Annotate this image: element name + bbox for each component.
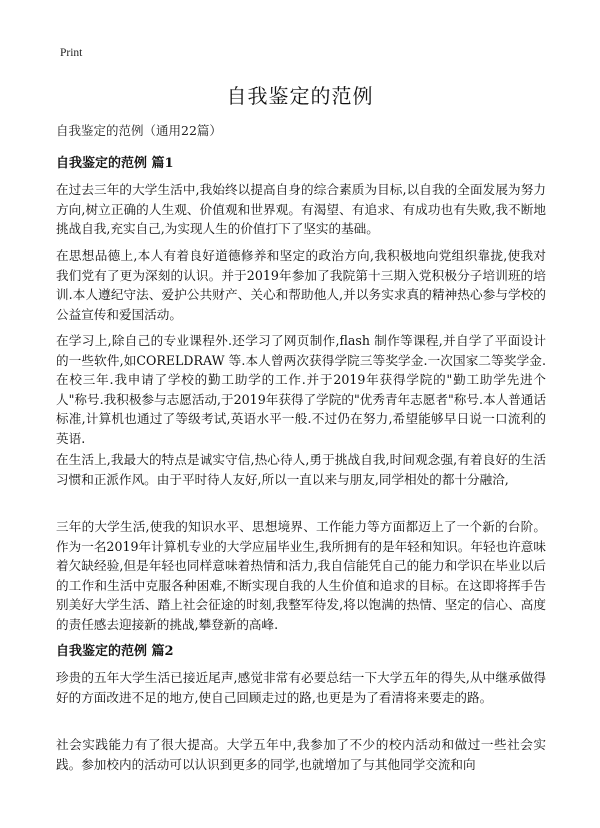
paragraph: 社会实践能力有了很大提高。大学五年中,我参加了不少的校内活动和做过一些社会实践。参加校内的活动可以认识到更多的同学,也就增加了与其他同学交流和向 <box>56 737 546 772</box>
paragraph: 在学习上,除自己的专业课程外.还学习了网页制作,flash 制作等课程,并自学了平面设计的一些软件,如CORELDRAW 等.本人曾两次获得学院三等奖学金.一次国家二等奖学金.在校三年.我申请了学校的勤工助学的工作.并于2019年获得学院的"勤工助学先进个人"称号.我积极参与志愿活动,于2019年获得了学院的"优秀青年志愿者"称号.本人普通话标准,计算机也通过了等级考试,英语水平一般.不过仍在努力,希望能够早日说一口流利的英语. <box>56 333 546 446</box>
section-heading-2: 自我鉴定的范例 篇2 <box>56 644 174 659</box>
print-label: Print <box>60 47 83 59</box>
document-subtitle: 自我鉴定的范例（通用22篇） <box>56 123 222 138</box>
paragraph: 珍贵的五年大学生活已接近尾声,感觉非常有必要总结一下大学五年的得失,从中继承做得好的方面改进不足的地方,使自己回顾走过的路,也更是为了看清将来要走的路。 <box>56 670 546 705</box>
paragraph: 三年的大学生活,使我的知识水平、思想境界、工作能力等方面都迈上了一个新的台阶。作为一名2019年计算机专业的大学应届毕业生,我所拥有的是年轻和知识。年轻也许意味着欠缺经验,但是年轻也同样意味着热情和活力,我自信能凭自己的能力和学识在毕业以后的工作和生活中克服各种困难,不断实现自我的人生价值和追求的目标。在这即将挥手告别美好大学生活、踏上社会征途的时刻,我整军待发,将以饱满的热情、坚定的信心、高度的责任感去迎接新的挑战,攀登新的高峰. <box>56 519 546 632</box>
section-heading-1: 自我鉴定的范例 篇1 <box>56 156 174 171</box>
document-title: 自我鉴定的范例 <box>226 84 374 108</box>
paragraph: 在生活上,我最大的特点是诚实守信,热心待人,勇于挑战自我,时间观念强,有着良好的生活习惯和正派作风。由于平时待人友好,所以一直以来与朋友,同学相处的都十分融洽, <box>56 452 546 487</box>
paragraph: 在思想品德上,本人有着良好道德修养和坚定的政治方向,我积极地向党组织靠拢,使我对我们党有了更为深刻的认识。并于2019年参加了我院第十三期入党积极分子培训班的培训.本人遵纪守法、爱护公共财产、关心和帮助他人,并以务实求真的精神热心参与学校的公益宣传和爱国活动。 <box>56 248 546 322</box>
paragraph: 在过去三年的大学生活中,我始终以提高自身的综合素质为目标,以自我的全面发展为努力方向,树立正确的人生观、价值观和世界观。有渴望、有追求、有成功也有失败,我不断地挑战自我,充实自己,为实现人生的价值打下了坚实的基础。 <box>56 182 546 236</box>
